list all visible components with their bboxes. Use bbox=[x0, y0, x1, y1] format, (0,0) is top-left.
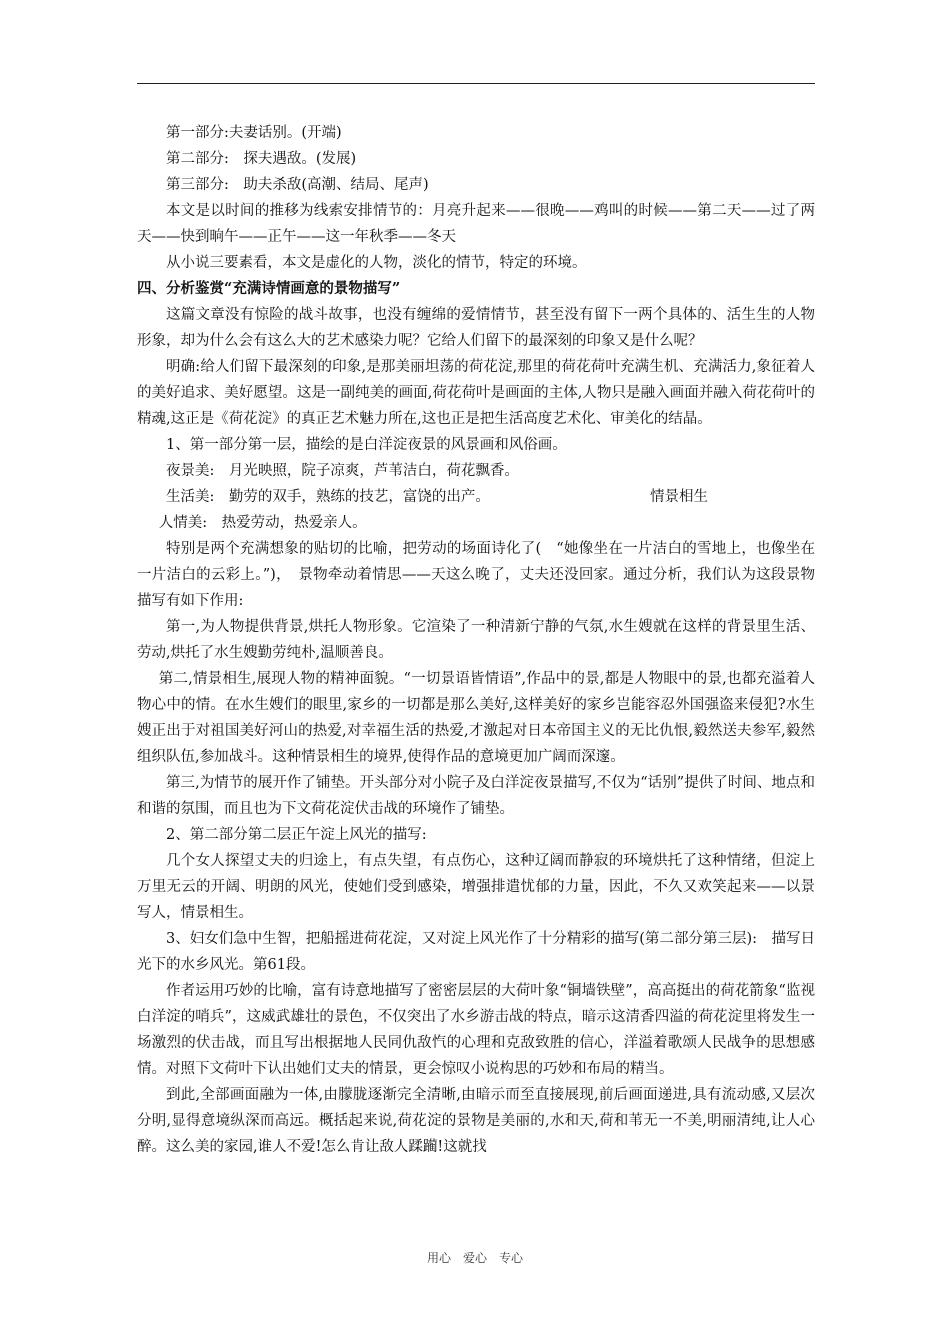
metaphor-analysis-paragraph: 作者运用巧妙的比喻，富有诗意地描写了密密层层的大荷叶象“铜墙铁壁”，高高挺出的荷花箭象“监视白洋淀的哨兵”，这威武雄壮的景色，不仅突出了水乡游击战的特点，暗示这清香四溢的荷花淀里将发生一场激烈的伏击战，而且写出根据地人民同仇敌忾的心理和克敌致胜的信心，洋溢着歌颂人民战争的思想感情。对照下文荷叶下认出她们丈夫的情景，更会惊叹小说构思的巧妙和布局的精当。 bbox=[137, 983, 815, 1077]
structure-part-1: 第一部分:夫妻话别。(开端) bbox=[166, 125, 342, 141]
document-body bbox=[137, 120, 815, 1160]
page-footer: 用心 爱心 专心 bbox=[426, 1251, 523, 1265]
section-heading: 四、分析鉴赏“充满诗情画意的景物描写” bbox=[137, 280, 401, 297]
three-elements-paragraph: 从小说三要素看，本文是虚化的人物，淡化的情节，特定的环境。 bbox=[166, 255, 587, 271]
function-2-paragraph: 第二,情景相生,展现人物的精神面貌。“一切景语皆情语”,作品中的景,都是人物眼中的景,也都充溢着人物心中的情。在水生嫂们的眼里,家乡的一切都是那么美好,这样美好的家乡岂能容忍外国强盗来侵犯?水生嫂正出于对祖国美好河山的热爱,对幸福生活的热爱,才激起对日本帝国主义的无比仇恨,毅然送夫参军,毅然组织队伍,参加战斗。这种情景相生的境界,使得作品的意境更加广阔而深邃。 bbox=[137, 671, 815, 765]
women-return-paragraph: 几个女人探望丈夫的归途上，有点失望，有点伤心，这种辽阔而静寂的环境烘托了这种情绪，但淀上万里无云的开阔、明朗的风光，使她们受到感染，增强排遣忧郁的力量，因此，不久又欢笑起来——以景写人，情景相生。 bbox=[137, 853, 815, 921]
answer-paragraph: 明确:给人们留下最深刻的印象,是那美丽坦荡的荷花淀,那里的荷花荷叶充满生机、充满活力,象征着人的美好追求、美好愿望。这是一副纯美的画面,荷花荷叶是画面的主体,人物只是融入画面并融入荷花荷叶的精魂,这正是《荷花淀》的真正艺术魅力所在,这也正是把生活高度艺术化、审美化的结晶。 bbox=[137, 359, 815, 427]
point-3-paragraph: 3、妇女们急中生智，把船摇进荷花淀，又对淀上风光作了十分精彩的描写(第二部分第三层): 描写日光下的水乡风光。第61段。 bbox=[137, 931, 815, 973]
timeline-paragraph: 本文是以时间的推移为线索安排情节的：月亮升起来——很晚——鸡叫的时候——第二天——过了两天——快到晌午——正午——这一年秋季——冬天 bbox=[137, 203, 815, 245]
scene-emotion-note: 情景相生 bbox=[650, 489, 708, 505]
structure-part-3: 第三部分: 助夫杀敌(高潮、结局、尾声) bbox=[166, 177, 429, 193]
question-paragraph: 这篇文章没有惊险的战斗故事，也没有缠绵的爱情情节，甚至没有留下一两个具体的、活生生的人物形象，却为什么会有这么大的艺术感染力呢？它给人们留下的最深刻的印象又是什么呢？ bbox=[137, 307, 815, 349]
night-beauty-line: 夜景美: 月光映照，院子凉爽，芦苇洁白，荷花飘香。 bbox=[166, 463, 519, 479]
life-beauty-row bbox=[137, 484, 815, 510]
header-rule bbox=[137, 83, 815, 84]
conclusion-paragraph: 到此,全部画面融为一体,由朦胧逐渐完全清晰,由暗示而至直接展现,前后画面递进,具有流动感,又层次分明,显得意境纵深而高远。概括起来说,荷花淀的景物是美丽的,水和天,荷和苇无一不美,明丽清纯,让人心醉。这么美的家园,谁人不爱!怎么肯让敌人蹂躏!这就找 bbox=[137, 1087, 815, 1155]
function-3-paragraph: 第三,为情节的展开作了铺垫。开头部分对小院子及白洋淀夜景描写,不仅为“话别”提供了时间、地点和和谐的氛围，而且也为下文荷花淀伏击战的环境作了铺垫。 bbox=[137, 775, 815, 817]
life-beauty-line: 生活美: 勤劳的双手，熟练的技艺，富饶的出产。 bbox=[166, 489, 490, 505]
structure-part-2: 第二部分: 探夫遇敌。(发展) bbox=[166, 151, 357, 167]
point-2-paragraph: 2、第二部分第二层正午淀上风光的描写: bbox=[166, 827, 427, 843]
point-1-paragraph: 1、第一部分第一层，描绘的是白洋淀夜景的风景画和风俗画。 bbox=[166, 437, 567, 453]
function-1-paragraph: 第一,为人物提供背景,烘托人物形象。它渲染了一种清新宁静的气氛,水生嫂就在这样的背景里生活、劳动,烘托了水生嫂勤劳纯朴,温顺善良。 bbox=[137, 619, 815, 661]
human-beauty-line: 人情美: 热爱劳动，热爱亲人。 bbox=[158, 515, 367, 531]
metaphor-paragraph: 特别是两个充满想象的贴切的比喻，把劳动的场面诗化了( “她像坐在一片洁白的雪地上，也像坐在一片洁白的云彩上。”)， 景物牵动着情思——天这么晚了，丈夫还没回家。通过分析，我们认为这段景物描写有如下作用: bbox=[137, 541, 815, 609]
